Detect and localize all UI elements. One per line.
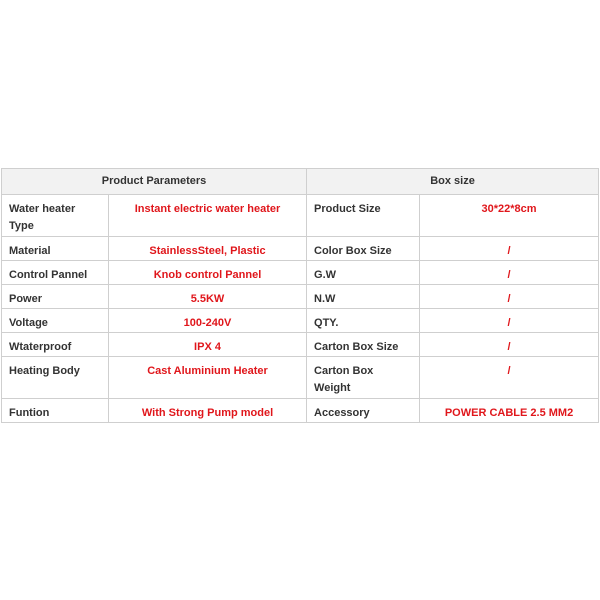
param-value: StainlessSteel, Plastic <box>109 237 307 261</box>
box-value: / <box>420 237 599 261</box>
box-value: / <box>420 333 599 357</box>
param-value: 100-240V <box>109 309 307 333</box>
table-row <box>2 357 599 399</box>
param-value: 5.5KW <box>109 285 307 309</box>
param-label: Wtaterproof <box>2 333 109 357</box>
param-label: Control Pannel <box>2 261 109 285</box>
table-row <box>2 309 599 333</box>
table-row <box>2 399 599 423</box>
header-box-size: Box size <box>307 169 599 195</box>
param-label: Material <box>2 237 109 261</box>
box-value: / <box>420 309 599 333</box>
param-value: Knob control Pannel <box>109 261 307 285</box>
box-value: / <box>420 261 599 285</box>
param-value: With Strong Pump model <box>109 399 307 423</box>
param-label: Funtion <box>2 399 109 423</box>
box-label: Carton Box Weight <box>307 357 420 399</box>
param-label: Water heater Type <box>2 195 109 237</box>
box-label: Product Size <box>307 195 420 237</box>
table-row <box>2 285 599 309</box>
box-label: QTY. <box>307 309 420 333</box>
param-label: Power <box>2 285 109 309</box>
param-value: IPX 4 <box>109 333 307 357</box>
table-header-row <box>2 169 599 195</box>
box-label: N.W <box>307 285 420 309</box>
param-label: Heating Body <box>2 357 109 399</box>
box-label: Carton Box Size <box>307 333 420 357</box>
box-value: / <box>420 357 599 399</box>
table-row <box>2 333 599 357</box>
box-value: / <box>420 285 599 309</box>
box-value: 30*22*8cm <box>420 195 599 237</box>
param-value: Cast Aluminium Heater <box>109 357 307 399</box>
box-label: Accessory <box>307 399 420 423</box>
table-row <box>2 261 599 285</box>
param-label: Voltage <box>2 309 109 333</box>
header-product-parameters: Product Parameters <box>2 169 307 195</box>
spec-table <box>1 168 599 423</box>
table-row <box>2 237 599 261</box>
param-value: Instant electric water heater <box>109 195 307 237</box>
table-row <box>2 195 599 237</box>
box-label: Color Box Size <box>307 237 420 261</box>
box-value: POWER CABLE 2.5 MM2 <box>420 399 599 423</box>
box-label: G.W <box>307 261 420 285</box>
